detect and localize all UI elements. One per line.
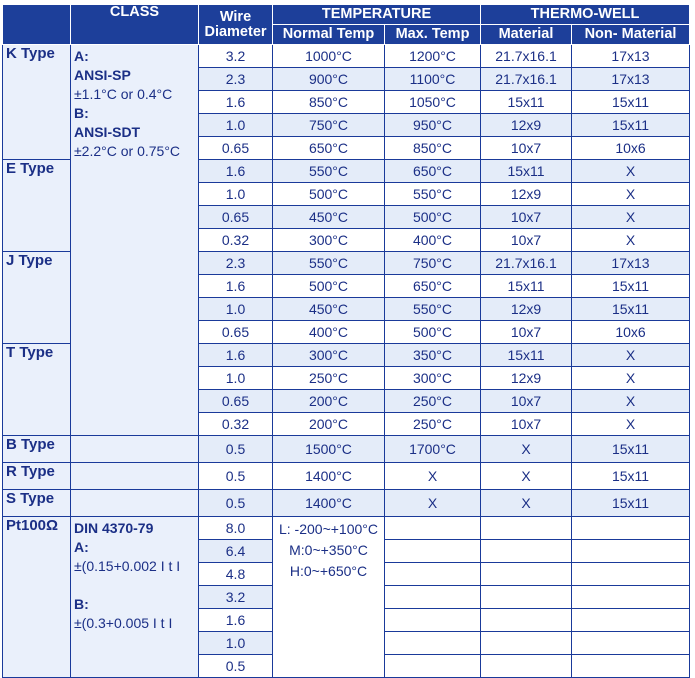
normal-temp-cell: 850°C — [273, 91, 385, 114]
class-text-pt-din: DIN 4370-79 — [74, 520, 154, 536]
wire-diameter-cell: 1.6 — [199, 344, 273, 367]
normal-temp-cell: 450°C — [273, 206, 385, 229]
wire-diameter-cell: 1.0 — [199, 632, 273, 655]
table-row — [3, 463, 690, 490]
normal-temp-cell: 1400°C — [273, 490, 385, 517]
material-cell: 12x9 — [481, 183, 572, 206]
max-temp-cell: 550°C — [385, 183, 481, 206]
non-material-cell: 10x6 — [572, 321, 690, 344]
material-cell: 10x7 — [481, 229, 572, 252]
pt-range-m: M:0~+350°C — [289, 542, 368, 558]
material-cell: 10x7 — [481, 413, 572, 436]
class-text-k-a: A: — [74, 48, 89, 64]
header-wire-line1: Wire — [219, 8, 252, 25]
class-text-pt-b: B: — [74, 596, 89, 612]
class-text-pt-tol-b: ±(0.3+0.005 I t I — [74, 615, 173, 631]
normal-temp-cell: 500°C — [273, 275, 385, 298]
header-wire-line2: Diameter — [204, 23, 267, 40]
non-material-cell: X — [572, 229, 690, 252]
material-cell: X — [481, 463, 572, 490]
non-material-cell: X — [572, 206, 690, 229]
non-material-cell: X — [572, 344, 690, 367]
header-blank — [3, 5, 71, 45]
class-text-k-tol2: ±2.2°C or 0.75°C — [74, 143, 181, 159]
max-temp-cell: 850°C — [385, 137, 481, 160]
table-row — [3, 490, 690, 517]
material-empty — [481, 609, 572, 632]
type-label-e: E Type — [3, 160, 71, 252]
max-temp-cell: 500°C — [385, 321, 481, 344]
non-material-empty — [572, 586, 690, 609]
non-material-empty — [572, 655, 690, 678]
normal-temp-cell: 550°C — [273, 252, 385, 275]
normal-temp-cell: 200°C — [273, 390, 385, 413]
material-cell: 10x7 — [481, 206, 572, 229]
max-temp-cell: 350°C — [385, 344, 481, 367]
wire-diameter-cell: 4.8 — [199, 563, 273, 586]
max-temp-empty — [385, 586, 481, 609]
material-cell: 21.7x16.1 — [481, 68, 572, 91]
non-material-empty — [572, 540, 690, 563]
max-temp-cell: 750°C — [385, 252, 481, 275]
non-material-cell: 17x13 — [572, 68, 690, 91]
max-temp-cell: 500°C — [385, 206, 481, 229]
pt-range-l: L: -200~+100°C — [278, 521, 378, 537]
type-label-k: K Type — [3, 45, 71, 160]
class-text-k-ansi-sdt: ANSI-SDT — [74, 124, 141, 140]
material-cell: 10x7 — [481, 321, 572, 344]
normal-temp-cell: 1000°C — [273, 45, 385, 68]
material-cell: 10x7 — [481, 390, 572, 413]
type-label-j: J Type — [3, 252, 71, 344]
class-cell-empty — [71, 463, 199, 490]
material-cell: 12x9 — [481, 298, 572, 321]
max-temp-empty — [385, 540, 481, 563]
normal-temp-cell: 1400°C — [273, 463, 385, 490]
wire-diameter-cell: 2.3 — [199, 252, 273, 275]
header-class: CLASS — [71, 5, 199, 45]
non-material-cell: X — [572, 413, 690, 436]
material-cell: 15x11 — [481, 160, 572, 183]
non-material-cell: X — [572, 183, 690, 206]
material-cell: 21.7x16.1 — [481, 45, 572, 68]
wire-diameter-cell: 0.65 — [199, 206, 273, 229]
normal-temp-cell: 1500°C — [273, 436, 385, 463]
non-material-empty — [572, 609, 690, 632]
max-temp-cell: 1200°C — [385, 45, 481, 68]
material-cell: 15x11 — [481, 344, 572, 367]
class-text-k-b: B: — [74, 105, 89, 121]
non-material-cell: X — [572, 367, 690, 390]
non-material-cell: X — [572, 160, 690, 183]
wire-diameter-cell: 1.6 — [199, 609, 273, 632]
wire-diameter-cell: 0.32 — [199, 229, 273, 252]
normal-temp-cell: 300°C — [273, 229, 385, 252]
header-material: Material — [481, 25, 572, 45]
material-empty — [481, 586, 572, 609]
wire-diameter-cell: 0.5 — [199, 490, 273, 517]
material-cell: 10x7 — [481, 137, 572, 160]
material-empty — [481, 540, 572, 563]
table-row — [3, 436, 690, 463]
header-wire-diameter — [199, 5, 273, 45]
class-text-k-tol1: ±1.1°C or 0.4°C — [74, 86, 173, 102]
wire-diameter-cell: 0.5 — [199, 436, 273, 463]
material-empty — [481, 563, 572, 586]
wire-diameter-cell: 3.2 — [199, 586, 273, 609]
max-temp-empty — [385, 609, 481, 632]
non-material-cell: 15x11 — [572, 114, 690, 137]
wire-diameter-cell: 6.4 — [199, 540, 273, 563]
class-text-pt-a: A: — [74, 539, 89, 555]
non-material-cell: 17x13 — [572, 45, 690, 68]
non-material-empty — [572, 632, 690, 655]
non-material-cell: 15x11 — [572, 275, 690, 298]
type-label-b: B Type — [3, 436, 71, 463]
max-temp-cell: 250°C — [385, 390, 481, 413]
material-cell: 21.7x16.1 — [481, 252, 572, 275]
max-temp-empty — [385, 632, 481, 655]
class-cell-k-e-j-t — [71, 45, 199, 436]
wire-diameter-cell: 0.5 — [199, 655, 273, 678]
wire-diameter-cell: 1.0 — [199, 114, 273, 137]
type-label-t: T Type — [3, 344, 71, 436]
normal-temp-cell: 900°C — [273, 68, 385, 91]
header-normal-temp: Normal Temp — [273, 25, 385, 45]
header-temperature: TEMPERATURE — [273, 5, 481, 25]
non-material-cell: X — [572, 390, 690, 413]
class-spacer — [74, 576, 195, 595]
max-temp-cell: 650°C — [385, 160, 481, 183]
normal-temp-cell: 250°C — [273, 367, 385, 390]
non-material-empty — [572, 517, 690, 540]
wire-diameter-cell: 1.6 — [199, 275, 273, 298]
wire-diameter-cell: 0.65 — [199, 321, 273, 344]
max-temp-cell: 950°C — [385, 114, 481, 137]
thermocouple-spec-table — [2, 4, 690, 678]
wire-diameter-cell: 0.65 — [199, 390, 273, 413]
non-material-empty — [572, 563, 690, 586]
max-temp-empty — [385, 517, 481, 540]
wire-diameter-cell: 1.0 — [199, 298, 273, 321]
max-temp-cell: 1100°C — [385, 68, 481, 91]
header-thermowell: THERMO-WELL — [481, 5, 690, 25]
type-label-pt: Pt100Ω — [3, 517, 71, 678]
non-material-cell: 15x11 — [572, 463, 690, 490]
non-material-cell: 15x11 — [572, 490, 690, 517]
material-cell: 12x9 — [481, 367, 572, 390]
material-cell: X — [481, 490, 572, 517]
material-empty — [481, 517, 572, 540]
header-non-material: Non- Material — [572, 25, 690, 45]
normal-temp-cell: 450°C — [273, 298, 385, 321]
max-temp-cell: 550°C — [385, 298, 481, 321]
class-text-k-ansi-sp: ANSI-SP — [74, 67, 131, 83]
wire-diameter-cell: 1.0 — [199, 183, 273, 206]
max-temp-cell: 400°C — [385, 229, 481, 252]
max-temp-empty — [385, 655, 481, 678]
non-material-cell: 15x11 — [572, 298, 690, 321]
non-material-cell: 10x6 — [572, 137, 690, 160]
header-max-temp: Max. Temp — [385, 25, 481, 45]
max-temp-cell: 250°C — [385, 413, 481, 436]
non-material-cell: 17x13 — [572, 252, 690, 275]
max-temp-cell: 1700°C — [385, 436, 481, 463]
normal-temp-cell: 200°C — [273, 413, 385, 436]
max-temp-empty — [385, 563, 481, 586]
class-text-pt-tol-a: ±(0.15+0.002 I t I — [74, 558, 181, 574]
non-material-cell: 15x11 — [572, 91, 690, 114]
wire-diameter-cell: 0.65 — [199, 137, 273, 160]
pt-range-cell — [273, 517, 385, 678]
normal-temp-cell: 650°C — [273, 137, 385, 160]
material-empty — [481, 632, 572, 655]
normal-temp-cell: 500°C — [273, 183, 385, 206]
class-cell-empty — [71, 490, 199, 517]
type-label-s: S Type — [3, 490, 71, 517]
material-cell: X — [481, 436, 572, 463]
wire-diameter-cell: 1.0 — [199, 367, 273, 390]
table-row — [3, 45, 690, 68]
wire-diameter-cell: 3.2 — [199, 45, 273, 68]
wire-diameter-cell: 0.5 — [199, 463, 273, 490]
wire-diameter-cell: 1.6 — [199, 160, 273, 183]
wire-diameter-cell: 1.6 — [199, 91, 273, 114]
pt-range-h: H:0~+650°C — [289, 563, 368, 579]
class-cell-pt — [71, 517, 199, 678]
non-material-cell: 15x11 — [572, 436, 690, 463]
wire-diameter-cell: 0.32 — [199, 413, 273, 436]
material-empty — [481, 655, 572, 678]
class-cell-empty — [71, 436, 199, 463]
max-temp-cell: X — [385, 490, 481, 517]
normal-temp-cell: 400°C — [273, 321, 385, 344]
material-cell: 15x11 — [481, 91, 572, 114]
table-row — [3, 517, 690, 540]
max-temp-cell: 650°C — [385, 275, 481, 298]
max-temp-cell: X — [385, 463, 481, 490]
normal-temp-cell: 550°C — [273, 160, 385, 183]
wire-diameter-cell: 8.0 — [199, 517, 273, 540]
type-label-r: R Type — [3, 463, 71, 490]
max-temp-cell: 1050°C — [385, 91, 481, 114]
wire-diameter-cell: 2.3 — [199, 68, 273, 91]
normal-temp-cell: 750°C — [273, 114, 385, 137]
material-cell: 12x9 — [481, 114, 572, 137]
material-cell: 15x11 — [481, 275, 572, 298]
normal-temp-cell: 300°C — [273, 344, 385, 367]
max-temp-cell: 300°C — [385, 367, 481, 390]
